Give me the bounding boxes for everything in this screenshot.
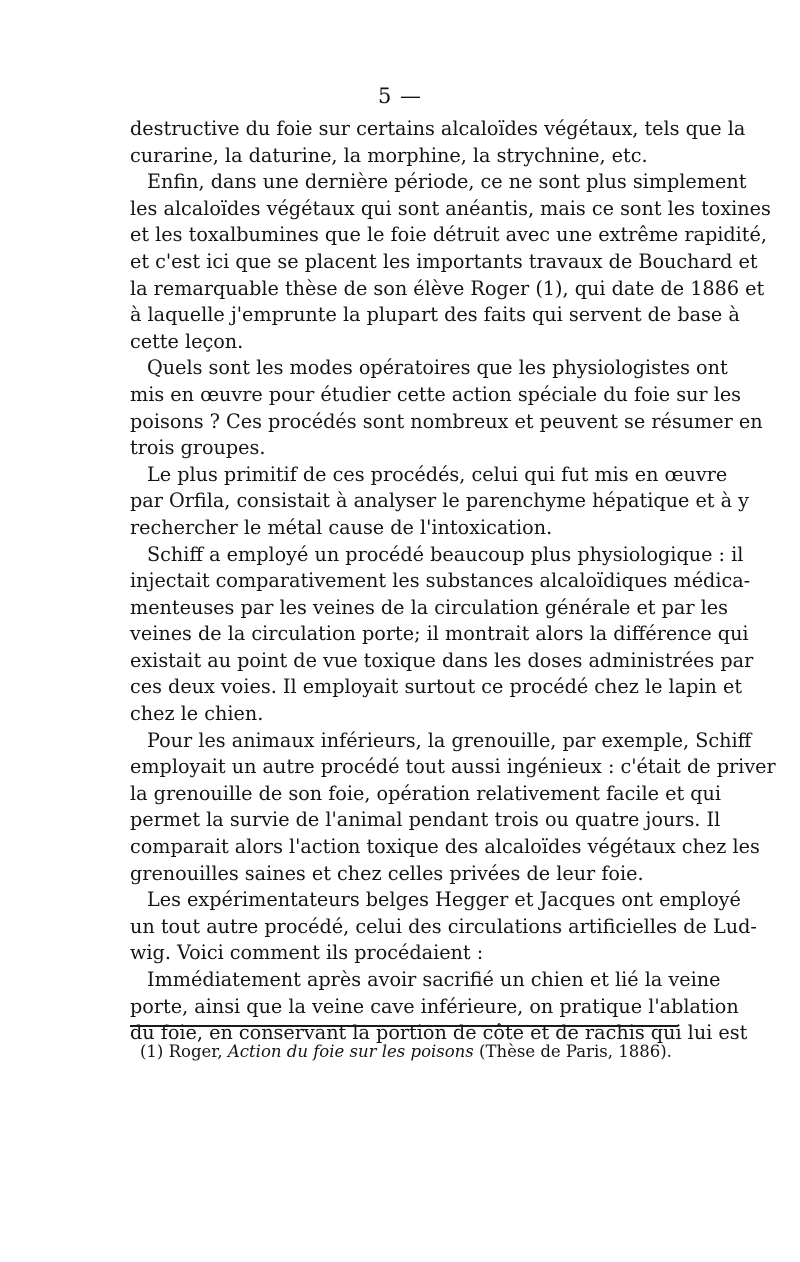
footnote-author: Roger, [168, 1042, 223, 1061]
text-line: Schiff a employé un procédé beaucoup plus physiologique : il [147, 542, 744, 566]
text-line: mis en œuvre pour étudier cette action spéciale du foie sur les [130, 382, 742, 406]
footnote-separator [130, 1025, 678, 1027]
paragraph [130, 116, 746, 169]
text-line: grenouilles saines et chez celles privées de leur foie. [130, 861, 644, 885]
text-line: curarine, la daturine, la morphine, la strychnine, etc. [130, 143, 648, 167]
paragraph [130, 728, 776, 888]
paragraph [130, 967, 748, 1047]
text-line: Les expérimentateurs belges Hegger et Jacques ont employé [147, 888, 741, 912]
footnote-marker: (1) [140, 1042, 164, 1061]
text-line: Immédiatement après avoir sacrifié un chien et lié la veine [147, 968, 721, 991]
text-line: existait au point de vue toxique dans les doses administrées par [130, 648, 754, 672]
text-line: et c'est ici que se placent les importants travaux de Bouchard et [130, 249, 758, 273]
text-line: et les toxalbumines que le foie détruit avec une extrême rapidité, [130, 223, 767, 247]
text-line: injectait comparativement les substances alcaloïdiques médica- [130, 569, 751, 593]
text-line: comparait alors l'action toxique des alcaloïdes végétaux chez les [130, 835, 760, 859]
text-line: ces deux voies. Il employait surtout ce procédé chez le lapin et [130, 675, 743, 699]
text-line: employait un autre procédé tout aussi ingénieux : c'était de priver [130, 755, 776, 779]
text-line: veines de la circulation porte; il montrait alors la différence qui [130, 622, 749, 646]
text-line: à laquelle j'emprunte la plupart des faits qui servent de base à [130, 303, 740, 327]
footnote [140, 1042, 672, 1061]
text-line: destructive du foie sur certains alcaloïdes végétaux, tels que la [130, 117, 746, 140]
paragraph [130, 355, 763, 461]
paragraph [130, 462, 749, 542]
text-line: wig. Voici comment ils procédaient : [130, 941, 484, 965]
text-line: permet la survie de l'animal pendant trois ou quatre jours. Il [130, 808, 721, 832]
text-line: porte, ainsi que la veine cave inférieure, on pratique l'ablation [130, 994, 739, 1018]
text-line: la remarquable thèse de son élève Roger (1), qui date de 1886 et [130, 276, 765, 300]
text-line: Quels sont les modes opératoires que les physiologistes ont [147, 356, 728, 380]
text-line: du foie, en conservant la portion de côte et de rachis qui lui est [130, 1021, 748, 1045]
paragraph [130, 887, 757, 967]
text-line: Enfin, dans une dernière période, ce ne sont plus simplement [147, 170, 747, 194]
text-line: menteuses par les veines de la circulation générale et par les [130, 595, 728, 619]
text-line: chez le chien. [130, 702, 264, 726]
text-line: Pour les animaux inférieurs, la grenouille, par exemple, Schiff [147, 728, 752, 752]
page-number: 5 — [377, 84, 423, 108]
paragraph [130, 542, 754, 728]
text-line: la grenouille de son foie, opération relativement facile et qui [130, 781, 722, 805]
text-line: Le plus primitif de ces procédés, celui qui fut mis en œuvre [147, 462, 728, 486]
text-line: trois groupes. [130, 436, 266, 460]
body-text [130, 116, 776, 1047]
text-line: rechercher le métal cause de l'intoxication. [130, 515, 553, 539]
text-line: par Orfila, consistait à analyser le parenchyme hépatique et à y [130, 489, 749, 513]
text-line: poisons ? Ces procédés sont nombreux et peuvent se résumer en [130, 409, 763, 433]
paragraph [130, 169, 771, 355]
footnote-detail: (Thèse de Paris, 1886). [479, 1042, 672, 1061]
footnote-title: Action du foie sur les poisons [227, 1042, 474, 1061]
text-line: cette leçon. [130, 329, 244, 353]
text-line: les alcaloïdes végétaux qui sont anéantis, mais ce sont les toxines [130, 196, 771, 220]
text-line: un tout autre procédé, celui des circulations artificielles de Lud- [130, 914, 757, 938]
